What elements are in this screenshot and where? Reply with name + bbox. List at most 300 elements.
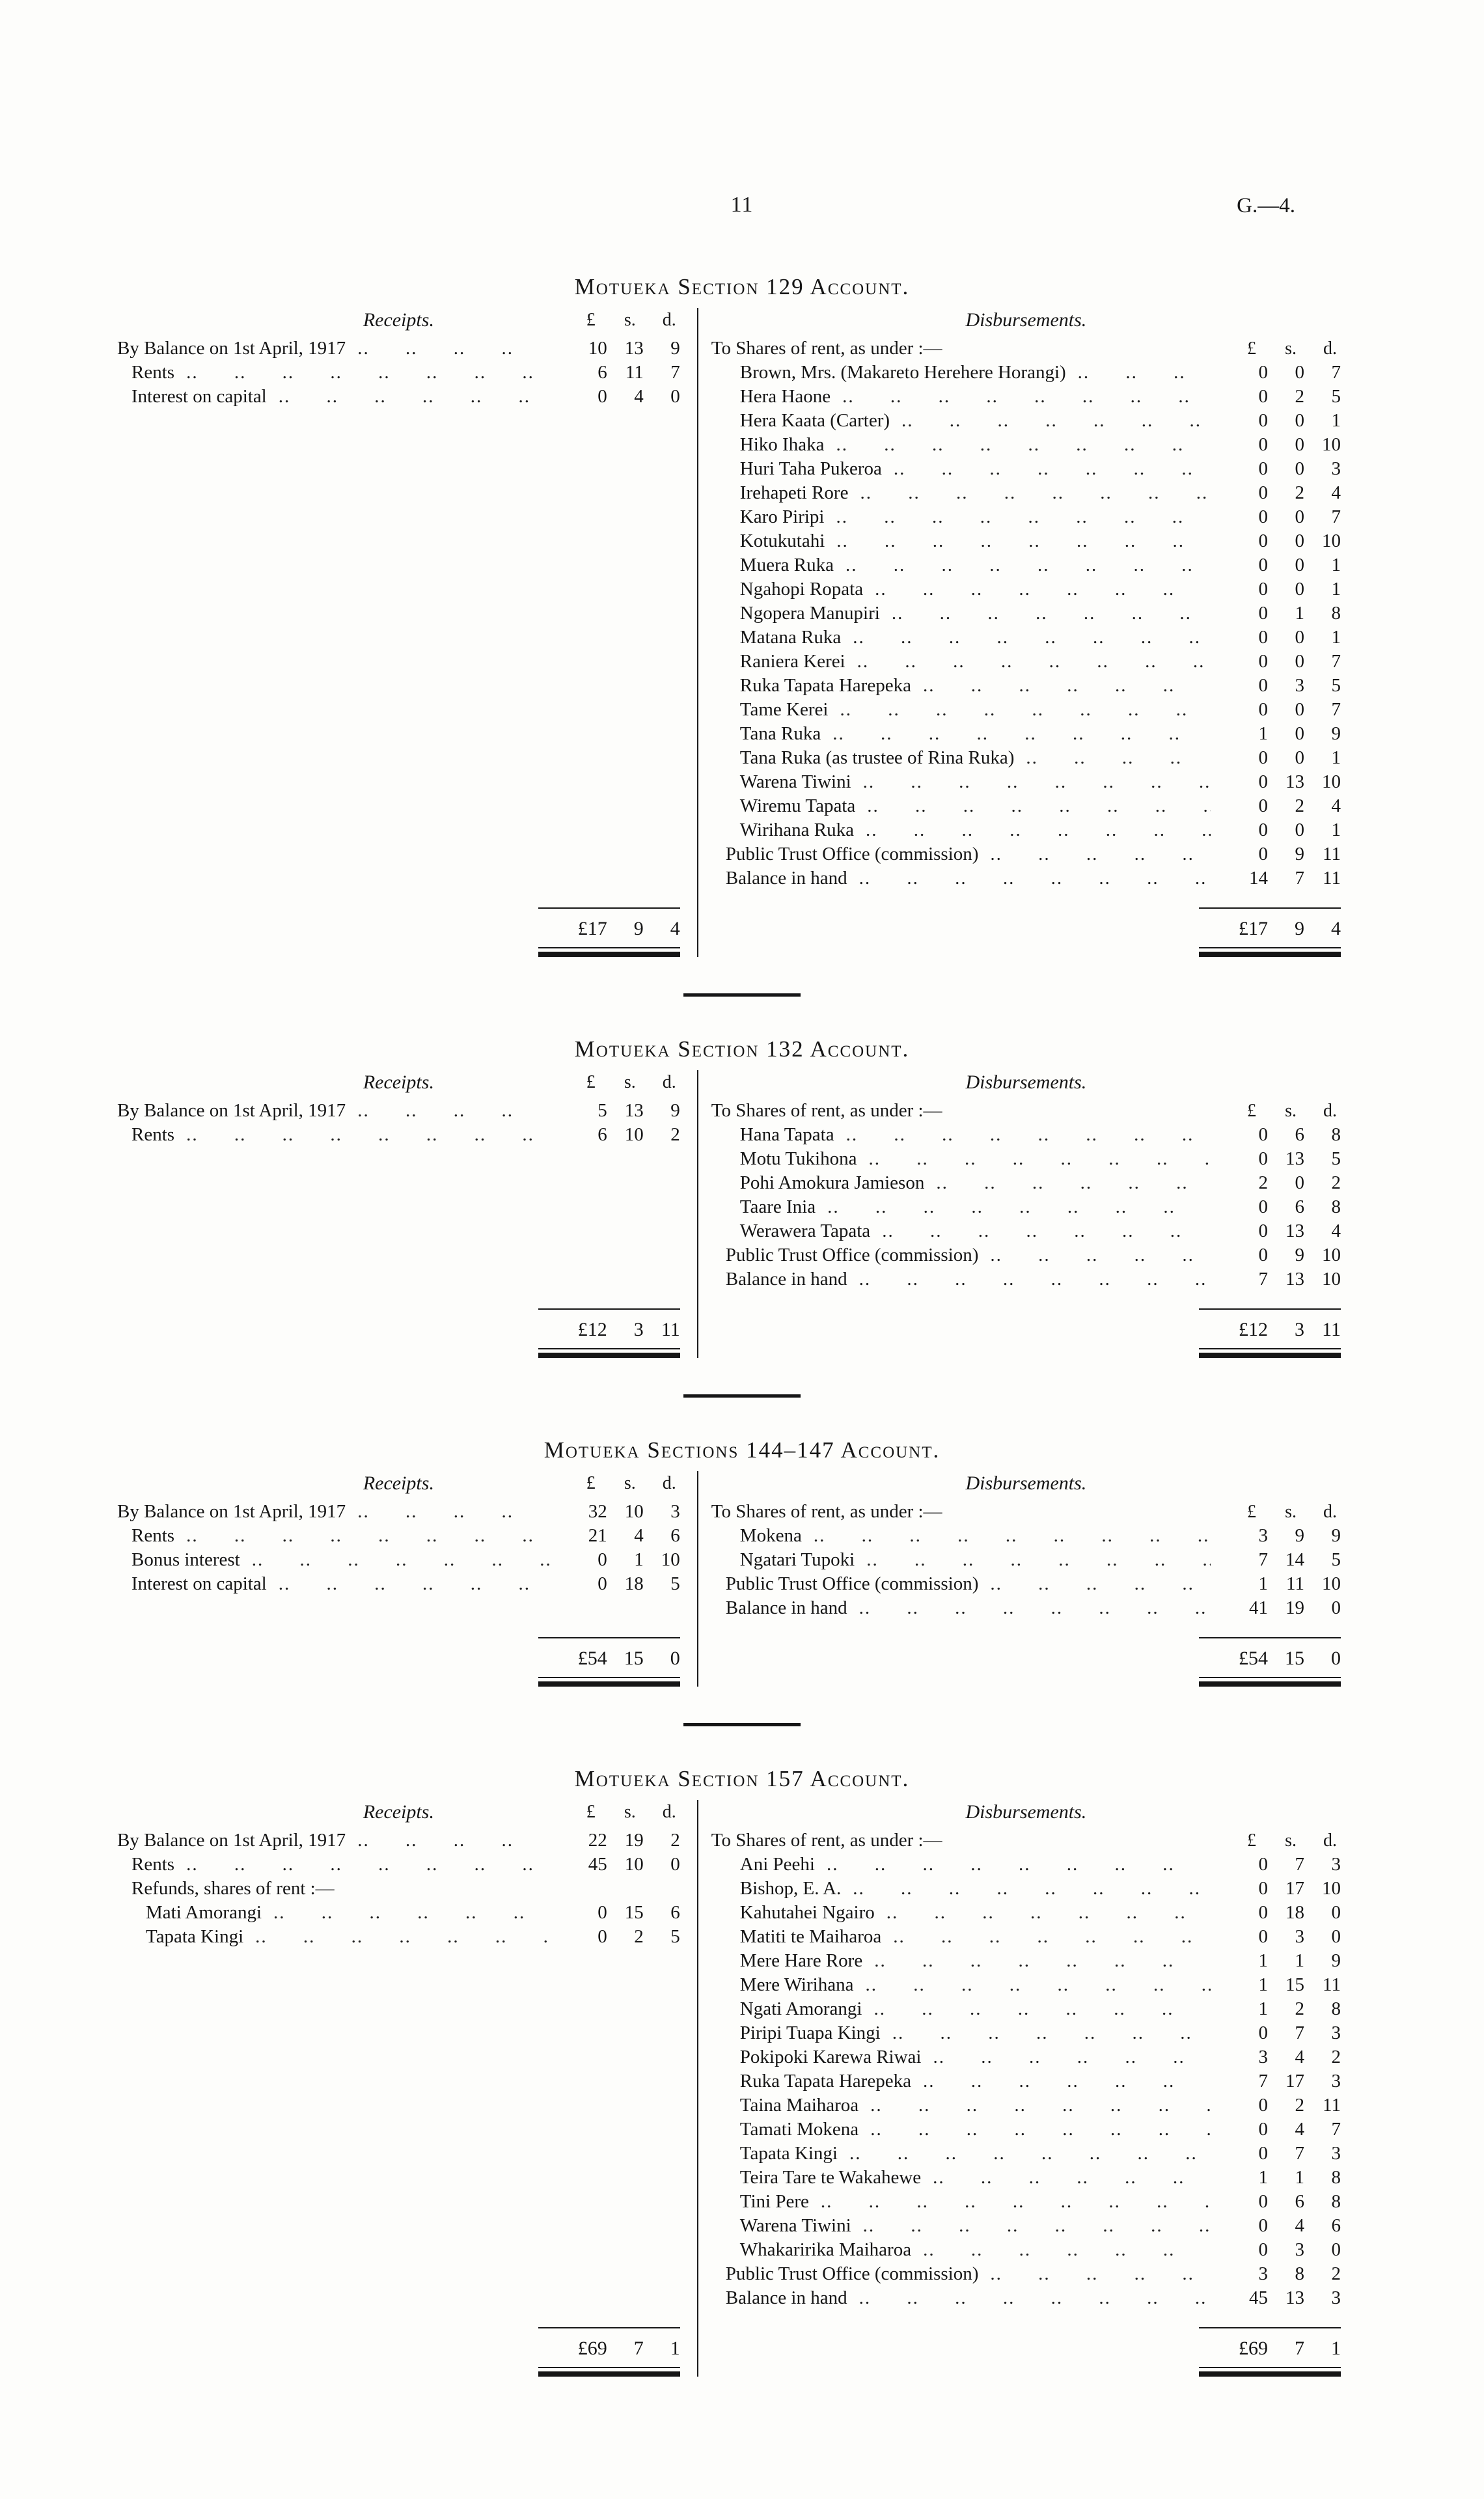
ledger-row bbox=[711, 1147, 1341, 1171]
ledger-row bbox=[711, 626, 1341, 650]
entry-label: Balance in hand bbox=[725, 2287, 847, 2308]
shillings-header: s. bbox=[624, 1072, 636, 1092]
ledger-row bbox=[117, 1877, 680, 1901]
amount-pounds: 0 bbox=[1258, 1196, 1268, 1217]
amount-shillings: 15 bbox=[1285, 1974, 1304, 1995]
dot-leader bbox=[1026, 746, 1211, 770]
ledger-row bbox=[117, 1901, 680, 1925]
receipts-rows bbox=[117, 1829, 680, 1949]
amount-shillings: 3 bbox=[1295, 1926, 1304, 1947]
account-sections bbox=[117, 275, 1367, 2377]
amount-pounds: 5 bbox=[598, 1100, 607, 1121]
receipts-total-block bbox=[117, 891, 680, 957]
dot-leader bbox=[849, 2142, 1211, 2166]
amount-shillings: 11 bbox=[625, 362, 644, 383]
disbursements-column bbox=[698, 1800, 1367, 2377]
dot-leader bbox=[845, 553, 1211, 577]
amount-pounds: 7 bbox=[1258, 2071, 1268, 2092]
amount-pence: 8 bbox=[1331, 1196, 1341, 1217]
entry-label: Karo Piripi bbox=[739, 506, 825, 527]
ledger-row bbox=[711, 746, 1341, 770]
entry-label: Rents bbox=[131, 1124, 175, 1145]
entry-label: Pohi Amokura Jamieson bbox=[739, 1172, 925, 1193]
ledger-row bbox=[711, 722, 1341, 746]
ledger-row bbox=[711, 842, 1341, 866]
ledger-columns bbox=[117, 308, 1367, 957]
account-section bbox=[117, 1767, 1367, 2377]
entry-label: By Balance on 1st April, 1917 bbox=[117, 1100, 346, 1121]
amount-shillings: 6 bbox=[1295, 1196, 1304, 1217]
column-total bbox=[711, 2336, 1341, 2360]
pence-header: d. bbox=[1323, 1502, 1337, 1522]
dot-leader bbox=[357, 337, 550, 361]
dot-leader bbox=[186, 1524, 550, 1548]
amount-pence: 0 bbox=[1331, 1902, 1341, 1923]
total-shillings: 9 bbox=[633, 918, 644, 939]
receipts-rows bbox=[117, 337, 680, 409]
ledger-row bbox=[711, 385, 1341, 409]
column-total bbox=[117, 1646, 680, 1670]
amount-pounds: 0 bbox=[1258, 2095, 1268, 2116]
disbursements-column bbox=[698, 308, 1367, 957]
ledger-row bbox=[711, 794, 1341, 818]
amount-shillings: 13 bbox=[624, 338, 644, 359]
amount-shillings: 0 bbox=[1295, 579, 1304, 600]
dot-leader bbox=[821, 2190, 1211, 2214]
disbursements-intro: To Shares of rent, as under :— bbox=[711, 1830, 942, 1851]
currency-column-headers bbox=[545, 308, 680, 332]
entry-label: Matiti te Maiharoa bbox=[739, 1926, 882, 1947]
receipts-column bbox=[117, 1070, 698, 1358]
amount-pounds: 0 bbox=[1258, 1221, 1268, 1241]
ledger-row bbox=[711, 433, 1341, 457]
amount-pounds: 21 bbox=[588, 1525, 607, 1546]
amount-shillings: 4 bbox=[1295, 2047, 1304, 2067]
total-rule bbox=[1199, 1637, 1341, 1638]
amount-pounds: 0 bbox=[1258, 2191, 1268, 2212]
disbursements-total-block bbox=[711, 1620, 1341, 1687]
currency-column-headers bbox=[545, 1800, 680, 1824]
shillings-header: s. bbox=[624, 1802, 636, 1822]
amount-shillings: 1 bbox=[1295, 603, 1304, 624]
amount-shillings: 8 bbox=[1295, 2263, 1304, 2284]
total-pence: 11 bbox=[1322, 1319, 1341, 1340]
pounds-header: £ bbox=[586, 310, 596, 330]
amount-pence: 8 bbox=[1331, 603, 1341, 624]
dot-leader bbox=[882, 1219, 1211, 1243]
amount-pounds: 6 bbox=[598, 1124, 607, 1145]
dot-leader bbox=[357, 1829, 550, 1853]
currency-column-headers bbox=[1205, 1829, 1341, 1853]
column-total bbox=[711, 917, 1341, 941]
dot-leader bbox=[832, 722, 1211, 746]
receipts-rows bbox=[117, 1500, 680, 1596]
amount-pence: 5 bbox=[670, 1573, 680, 1594]
disbursements-total-block bbox=[711, 2310, 1341, 2377]
amount-pence: 1 bbox=[1331, 410, 1341, 431]
currency-column-headers bbox=[1205, 1500, 1341, 1524]
amount-pounds: 0 bbox=[1258, 2215, 1268, 2236]
entry-label: Public Trust Office (commission) bbox=[725, 844, 979, 864]
amount-shillings: 0 bbox=[1295, 747, 1304, 768]
ledger-row bbox=[711, 1997, 1341, 2021]
entry-label: Muera Ruka bbox=[739, 555, 834, 575]
amount-pence: 4 bbox=[1331, 795, 1341, 816]
amount-pence: 0 bbox=[1331, 2239, 1341, 2260]
amount-pence: 9 bbox=[1331, 1950, 1341, 1971]
ledger-row bbox=[711, 770, 1341, 794]
account-title: Motueka Sections 144–147 Account. bbox=[543, 1437, 941, 1463]
dot-leader bbox=[814, 1524, 1211, 1548]
ledger-row bbox=[711, 1901, 1341, 1925]
ledger-row bbox=[711, 553, 1341, 577]
disbursements-heading: Disbursements. bbox=[965, 309, 1087, 331]
amount-pounds: 0 bbox=[1258, 579, 1268, 600]
receipts-heading: Receipts. bbox=[363, 309, 434, 331]
entry-label: Warena Tiwini bbox=[739, 771, 851, 792]
entry-label: Ani Peehi bbox=[739, 1854, 815, 1875]
amount-shillings: 17 bbox=[1285, 1878, 1304, 1899]
amount-shillings: 13 bbox=[1285, 1148, 1304, 1169]
amount-pence: 1 bbox=[1331, 579, 1341, 600]
total-shillings: 3 bbox=[633, 1319, 644, 1340]
total-pounds: £12 bbox=[577, 1319, 607, 1340]
ledger-row bbox=[711, 361, 1341, 385]
entry-label: Interest on capital bbox=[131, 386, 267, 407]
amount-shillings: 4 bbox=[634, 386, 644, 407]
dot-leader bbox=[857, 650, 1211, 674]
amount-pence: 10 bbox=[1321, 531, 1341, 551]
page-number: 11 bbox=[730, 193, 754, 217]
total-rule bbox=[538, 907, 680, 909]
amount-pounds: 41 bbox=[1248, 1597, 1268, 1618]
ledger-row bbox=[117, 361, 680, 385]
amount-shillings: 13 bbox=[1285, 2287, 1304, 2308]
amount-pounds: 0 bbox=[1258, 555, 1268, 575]
entry-label: Whakaririka Maiharoa bbox=[739, 2239, 912, 2260]
dot-leader bbox=[933, 2045, 1211, 2069]
entry-label: Ngopera Manupiri bbox=[739, 603, 880, 624]
pence-header: d. bbox=[662, 1802, 676, 1822]
amount-pounds: 0 bbox=[1258, 482, 1268, 503]
amount-pounds: 3 bbox=[1258, 2263, 1268, 2284]
amount-pounds: 0 bbox=[598, 386, 607, 407]
amount-shillings: 15 bbox=[624, 1902, 644, 1923]
amount-pence: 2 bbox=[1331, 2047, 1341, 2067]
dot-leader bbox=[853, 1877, 1211, 1901]
account-title: Motueka Section 132 Account. bbox=[574, 1036, 910, 1062]
dot-leader bbox=[892, 2021, 1211, 2045]
entry-label: Hana Tapata bbox=[739, 1124, 834, 1145]
disbursements-intro-line bbox=[711, 1829, 1341, 1853]
entry-label: Werawera Tapata bbox=[739, 1221, 871, 1241]
pounds-header: £ bbox=[586, 1473, 596, 1493]
total-pence: 1 bbox=[1330, 2338, 1341, 2359]
amount-pence: 0 bbox=[1331, 1926, 1341, 1947]
receipts-column bbox=[117, 1471, 698, 1687]
amount-pounds: 0 bbox=[1258, 795, 1268, 816]
disbursements-rows bbox=[711, 1123, 1341, 1291]
amount-shillings: 0 bbox=[1295, 434, 1304, 455]
disbursements-column bbox=[698, 1070, 1367, 1358]
disbursements-column bbox=[698, 1471, 1367, 1687]
amount-shillings: 6 bbox=[1295, 2191, 1304, 2212]
amount-pounds: 0 bbox=[1258, 1124, 1268, 1145]
entry-label: Mati Amorangi bbox=[146, 1902, 262, 1923]
ledger-row bbox=[711, 1973, 1341, 1997]
amount-pounds: 7 bbox=[1258, 1269, 1268, 1290]
ledger-row bbox=[711, 2166, 1341, 2190]
total-rule bbox=[1199, 2327, 1341, 2328]
ledger-row bbox=[117, 1500, 680, 1524]
amount-pence: 3 bbox=[1331, 1854, 1341, 1875]
ledger-row bbox=[711, 1219, 1341, 1243]
pounds-header: £ bbox=[1246, 1101, 1256, 1121]
amount-pence: 6 bbox=[1331, 2215, 1341, 2236]
account-title: Motueka Section 157 Account. bbox=[574, 1766, 910, 1791]
amount-pounds: 0 bbox=[1258, 506, 1268, 527]
amount-pence: 7 bbox=[1331, 699, 1341, 720]
amount-shillings: 14 bbox=[1285, 1549, 1304, 1570]
entry-label: Public Trust Office (commission) bbox=[725, 1245, 979, 1265]
shillings-header: s. bbox=[1285, 1830, 1297, 1851]
entry-label: Wiremu Tapata bbox=[739, 795, 856, 816]
disbursements-rows bbox=[711, 1524, 1341, 1620]
entry-label: Pokipoki Karewa Riwai bbox=[739, 2047, 922, 2067]
entry-label: Rents bbox=[131, 1854, 175, 1875]
dot-leader bbox=[990, 842, 1211, 866]
ledger-row bbox=[711, 1596, 1341, 1620]
receipts-heading: Receipts. bbox=[363, 1472, 434, 1494]
ledger-row bbox=[711, 674, 1341, 698]
amount-shillings: 13 bbox=[624, 1100, 644, 1121]
total-pounds: £54 bbox=[1238, 1648, 1268, 1669]
ledger-row bbox=[711, 2286, 1341, 2310]
ledger-columns bbox=[117, 1471, 1367, 1687]
total-pounds: £69 bbox=[1238, 2338, 1268, 2359]
entry-label: By Balance on 1st April, 1917 bbox=[117, 1830, 346, 1851]
disbursements-intro: To Shares of rent, as under :— bbox=[711, 1100, 942, 1121]
total-shillings: 9 bbox=[1294, 918, 1304, 939]
ledger-row bbox=[711, 2238, 1341, 2262]
ledger-row bbox=[711, 409, 1341, 433]
amount-pounds: 0 bbox=[1258, 1148, 1268, 1169]
dot-leader bbox=[827, 1853, 1211, 1877]
amount-pence: 5 bbox=[1331, 386, 1341, 407]
entry-label: Refunds, shares of rent :— bbox=[131, 1878, 335, 1899]
amount-pounds: 0 bbox=[1258, 675, 1268, 696]
disbursements-intro: To Shares of rent, as under :— bbox=[711, 1501, 942, 1522]
dot-leader bbox=[863, 2214, 1211, 2238]
amount-shillings: 4 bbox=[634, 1525, 644, 1546]
dot-leader bbox=[186, 1123, 550, 1147]
ledger-row bbox=[711, 1195, 1341, 1219]
dot-leader bbox=[923, 2238, 1211, 2262]
amount-shillings: 7 bbox=[1295, 2143, 1304, 2164]
ledger-row bbox=[711, 1123, 1341, 1147]
ledger-row bbox=[711, 457, 1341, 481]
pence-header: d. bbox=[1323, 338, 1337, 359]
entry-label: Motu Tukihona bbox=[739, 1148, 857, 1169]
dot-leader bbox=[357, 1099, 550, 1123]
amount-shillings: 11 bbox=[1286, 1573, 1304, 1594]
entry-label: Teira Tare te Wakahewe bbox=[739, 2167, 922, 2188]
amount-pounds: 0 bbox=[1258, 2239, 1268, 2260]
dot-leader bbox=[892, 601, 1211, 626]
dot-leader bbox=[875, 577, 1211, 601]
amount-shillings: 2 bbox=[1295, 2095, 1304, 2116]
amount-pounds: 0 bbox=[1258, 434, 1268, 455]
amount-shillings: 4 bbox=[1295, 2119, 1304, 2140]
ledger-row bbox=[711, 1548, 1341, 1572]
ledger-row bbox=[711, 818, 1341, 842]
entry-label: Ngahopi Ropata bbox=[739, 579, 864, 600]
dot-leader bbox=[836, 505, 1211, 529]
entry-label: Warena Tiwini bbox=[739, 2215, 851, 2236]
amount-pence: 0 bbox=[670, 386, 680, 407]
shillings-header: s. bbox=[624, 1473, 636, 1493]
amount-pence: 8 bbox=[1331, 2167, 1341, 2188]
amount-shillings: 0 bbox=[1295, 410, 1304, 431]
dot-leader bbox=[923, 674, 1211, 698]
currency-column-headers bbox=[1205, 1099, 1341, 1123]
entry-label: By Balance on 1st April, 1917 bbox=[117, 1501, 346, 1522]
total-double-rule bbox=[1199, 947, 1341, 957]
dot-leader bbox=[923, 2069, 1211, 2093]
entry-label: Bishop, E. A. bbox=[739, 1878, 842, 1899]
amount-pence: 11 bbox=[1323, 1974, 1341, 1995]
amount-pounds: 0 bbox=[1258, 699, 1268, 720]
ledger-row bbox=[711, 2190, 1341, 2214]
dot-leader bbox=[894, 457, 1211, 481]
amount-pounds: 0 bbox=[1258, 1878, 1268, 1899]
amount-pence: 9 bbox=[670, 1100, 680, 1121]
total-pence: 0 bbox=[670, 1648, 680, 1669]
amount-pence: 3 bbox=[1331, 2023, 1341, 2043]
entry-label: Balance in hand bbox=[725, 1269, 847, 1290]
dot-leader bbox=[255, 1925, 550, 1949]
disbursements-heading: Disbursements. bbox=[965, 1801, 1087, 1823]
amount-pence: 6 bbox=[670, 1902, 680, 1923]
account-title: Motueka Section 129 Account. bbox=[574, 274, 910, 299]
amount-shillings: 18 bbox=[624, 1573, 644, 1594]
total-pounds: £12 bbox=[1238, 1319, 1268, 1340]
entry-label: Tana Ruka bbox=[739, 723, 821, 744]
amount-pounds: 1 bbox=[1258, 2167, 1268, 2188]
ledger-row bbox=[711, 1243, 1341, 1267]
entry-label: Rents bbox=[131, 362, 175, 383]
amount-pounds: 1 bbox=[1258, 1950, 1268, 1971]
amount-shillings: 7 bbox=[1295, 868, 1304, 889]
amount-pounds: 0 bbox=[1258, 1245, 1268, 1265]
amount-pence: 1 bbox=[1331, 747, 1341, 768]
amount-pounds: 0 bbox=[598, 1549, 607, 1570]
amount-pounds: 0 bbox=[598, 1573, 607, 1594]
receipts-header bbox=[117, 1070, 680, 1099]
entry-label: Tame Kerei bbox=[739, 699, 829, 720]
dot-leader bbox=[279, 385, 550, 409]
amount-shillings: 13 bbox=[1285, 1221, 1304, 1241]
ledger-row bbox=[711, 650, 1341, 674]
dot-leader bbox=[842, 385, 1211, 409]
amount-pence: 5 bbox=[1331, 1549, 1341, 1570]
amount-shillings: 3 bbox=[1295, 675, 1304, 696]
amount-pounds: 14 bbox=[1248, 868, 1268, 889]
total-pence: 11 bbox=[661, 1319, 680, 1340]
amount-pence: 3 bbox=[1331, 2143, 1341, 2164]
pence-header: d. bbox=[662, 1473, 676, 1493]
total-rule bbox=[538, 2327, 680, 2328]
amount-shillings: 6 bbox=[1295, 1124, 1304, 1145]
receipts-header bbox=[117, 308, 680, 337]
total-double-rule bbox=[538, 2367, 680, 2377]
dot-leader bbox=[827, 1195, 1211, 1219]
amount-pence: 10 bbox=[1321, 1245, 1341, 1265]
entry-label: Public Trust Office (commission) bbox=[725, 2263, 979, 2284]
total-rule bbox=[538, 1637, 680, 1638]
amount-pounds: 3 bbox=[1258, 1525, 1268, 1546]
receipts-rows bbox=[117, 1099, 680, 1147]
column-total bbox=[117, 917, 680, 941]
total-pounds: £17 bbox=[1238, 918, 1268, 939]
amount-pence: 7 bbox=[1331, 506, 1341, 527]
section-separator bbox=[683, 1723, 801, 1726]
amount-shillings: 7 bbox=[1295, 2023, 1304, 2043]
dot-leader bbox=[863, 770, 1211, 794]
amount-pounds: 0 bbox=[1258, 603, 1268, 624]
dot-leader bbox=[867, 794, 1211, 818]
total-shillings: 15 bbox=[624, 1648, 644, 1669]
amount-pounds: 32 bbox=[588, 1501, 607, 1522]
amount-pence: 8 bbox=[1331, 1998, 1341, 2019]
ledger-row bbox=[711, 601, 1341, 626]
amount-pence: 11 bbox=[1323, 868, 1341, 889]
amount-pounds: 0 bbox=[1258, 386, 1268, 407]
amount-pence: 3 bbox=[1331, 2287, 1341, 2308]
entry-label: Hera Kaata (Carter) bbox=[739, 410, 890, 431]
amount-pence: 0 bbox=[670, 1854, 680, 1875]
amount-pounds: 10 bbox=[588, 338, 607, 359]
amount-pounds: 45 bbox=[1248, 2287, 1268, 2308]
column-total bbox=[117, 1318, 680, 1342]
amount-shillings: 13 bbox=[1285, 1269, 1304, 1290]
amount-shillings: 9 bbox=[1295, 1525, 1304, 1546]
amount-pence: 11 bbox=[1323, 2095, 1341, 2116]
amount-pence: 4 bbox=[1331, 1221, 1341, 1241]
total-shillings: 3 bbox=[1294, 1319, 1304, 1340]
account-section bbox=[117, 275, 1367, 997]
total-shillings: 7 bbox=[633, 2338, 644, 2359]
ledger-row bbox=[117, 1572, 680, 1596]
receipts-heading: Receipts. bbox=[363, 1071, 434, 1093]
amount-pounds: 0 bbox=[1258, 627, 1268, 648]
dot-leader bbox=[1078, 361, 1211, 385]
amount-shillings: 10 bbox=[624, 1854, 644, 1875]
ledger-row bbox=[711, 577, 1341, 601]
amount-pence: 9 bbox=[1331, 723, 1341, 744]
ledger-columns bbox=[117, 1800, 1367, 2377]
amount-pence: 9 bbox=[1331, 1525, 1341, 1546]
column-total bbox=[117, 2336, 680, 2360]
receipts-column bbox=[117, 308, 698, 957]
amount-pence: 10 bbox=[1321, 1878, 1341, 1899]
entry-label: Piripi Tuapa Kingi bbox=[739, 2023, 881, 2043]
amount-shillings: 10 bbox=[624, 1124, 644, 1145]
dot-leader bbox=[252, 1548, 550, 1572]
amount-shillings: 0 bbox=[1295, 555, 1304, 575]
amount-pence: 5 bbox=[1331, 675, 1341, 696]
dot-leader bbox=[866, 818, 1211, 842]
